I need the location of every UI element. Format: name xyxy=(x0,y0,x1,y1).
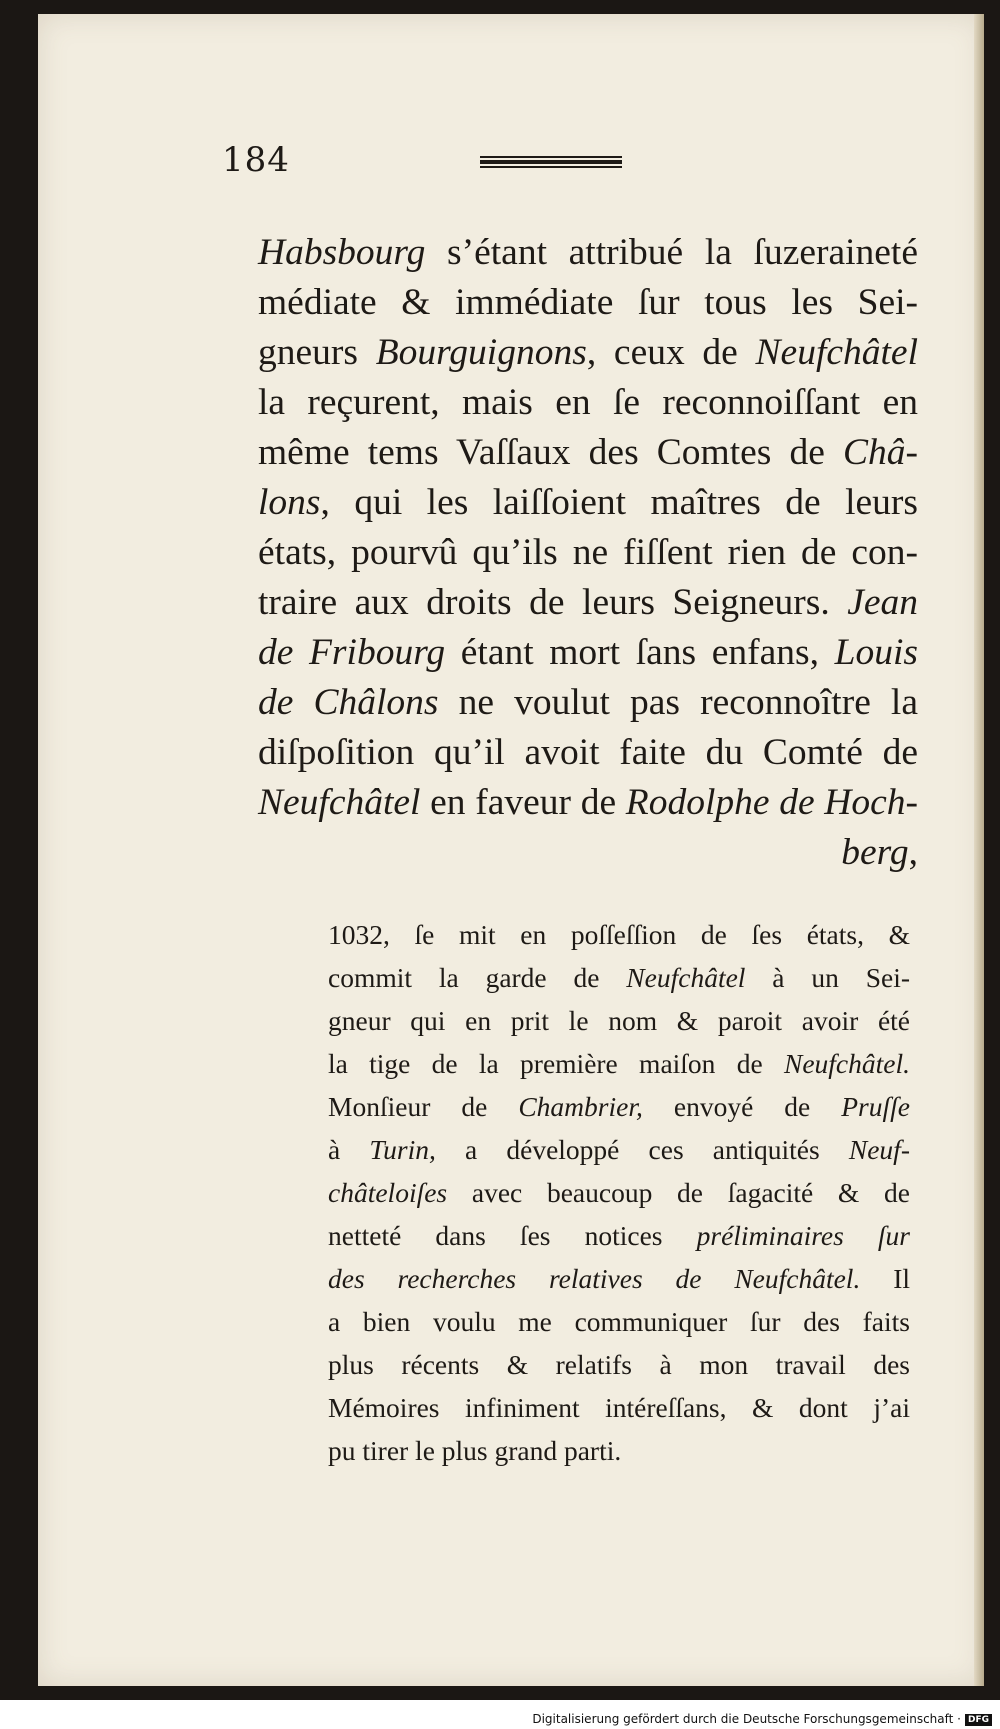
text-run: la tige de la première maiſon de xyxy=(328,1048,784,1079)
text-line xyxy=(258,428,918,478)
footnote-paragraph xyxy=(328,913,910,1472)
italic-text: Neufchâtel xyxy=(755,332,918,373)
dfg-logo: DFG xyxy=(965,1714,992,1726)
running-head xyxy=(222,140,662,190)
italic-text: Neufchâtel. xyxy=(783,1048,910,1079)
text-run: médiate & immédiate ſur tous les Sei- xyxy=(258,282,918,323)
text-line xyxy=(258,628,918,678)
text-line xyxy=(258,678,918,728)
digitization-credit xyxy=(532,1712,992,1726)
italic-text: Neufchâtel xyxy=(258,782,421,823)
text-run: ne voulut pas reconnoître la xyxy=(438,682,918,723)
page-edge xyxy=(974,14,984,1686)
italic-text: châteloiſes xyxy=(328,1177,448,1208)
italic-text: Rodolphe de Hoch- xyxy=(625,782,918,823)
italic-text: Châ- xyxy=(843,432,918,473)
text-line xyxy=(328,956,910,999)
italic-text: Neufchâtel xyxy=(626,962,746,993)
text-run: envoyé de xyxy=(642,1091,842,1122)
text-run: traire aux droits de leurs Seigneurs. xyxy=(258,582,848,623)
italic-text: berg xyxy=(841,832,909,873)
text-run: Il xyxy=(860,1263,910,1294)
text-run: Monſieur de xyxy=(328,1091,519,1122)
text-line xyxy=(328,1257,910,1300)
text-line xyxy=(258,278,918,328)
text-run: avec beaucoup de ſagacité & de xyxy=(447,1177,910,1208)
text-run: gneurs xyxy=(258,332,376,373)
text-run: étant mort ſans enfans, xyxy=(445,632,835,673)
text-line xyxy=(328,1128,910,1171)
text-run: à un Sei- xyxy=(745,962,910,993)
text-run: gneur qui en prit le nom & paroit avoir été xyxy=(328,1005,910,1036)
text-line xyxy=(328,1300,910,1343)
text-line xyxy=(328,1171,910,1214)
main-paragraph xyxy=(258,228,918,878)
text-run: commit la garde de xyxy=(328,962,627,993)
text-line xyxy=(328,913,910,956)
text-run: 1032, ſe mit en poſſeſſion de ſes états, & xyxy=(328,919,910,950)
italic-text: Habsbourg xyxy=(258,232,426,273)
text-run: a développé ces antiquités xyxy=(435,1134,849,1165)
text-run: , ceux de xyxy=(586,332,756,373)
italic-text: Pruſſe xyxy=(841,1091,910,1122)
text-line xyxy=(328,1386,910,1429)
text-run: pu tirer le plus grand parti. xyxy=(328,1435,622,1466)
text-run: s’étant attribué la ſuzeraineté xyxy=(425,232,918,273)
text-run: diſpoſition qu’il avoit faite du Comté de xyxy=(258,732,918,773)
text-line xyxy=(258,728,918,778)
text-line xyxy=(258,478,918,528)
text-run: à xyxy=(328,1134,370,1165)
italic-text: Neuf- xyxy=(848,1134,910,1165)
text-run: états, pourvû qu’ils ne fiſſent rien de con- xyxy=(258,532,918,573)
italic-text: Louis xyxy=(834,632,918,673)
text-line xyxy=(328,999,910,1042)
text-run: Mémoires infiniment intéreſſans, & dont j’ai xyxy=(328,1392,910,1423)
italic-text: préliminaires ſur xyxy=(696,1220,911,1251)
text-run: , qui les laiſſoient maîtres de leurs xyxy=(320,482,918,523)
italic-text: Bourguignons xyxy=(375,332,587,373)
text-run: netteté dans ſes notices xyxy=(328,1220,697,1251)
text-run: , xyxy=(908,832,918,873)
text-line xyxy=(328,1429,910,1472)
text-run: plus récents & relatifs à mon travail des xyxy=(328,1349,910,1380)
header-rule-ornament xyxy=(480,156,622,168)
credit-text: Digitalisierung gefördert durch die Deutsche Forschungsgemeinschaft · xyxy=(532,1712,961,1726)
text-line xyxy=(258,328,918,378)
text-line xyxy=(328,1214,910,1257)
page-number: 184 xyxy=(222,140,290,180)
italic-text: de Fribourg xyxy=(258,632,446,673)
text-line xyxy=(258,578,918,628)
text-line xyxy=(328,1042,910,1085)
text-line xyxy=(258,778,918,828)
text-run: a bien voulu me communiquer ſur des faits xyxy=(328,1306,910,1337)
text-line xyxy=(258,828,918,878)
italic-text: Turin, xyxy=(369,1134,436,1165)
text-line xyxy=(258,228,918,278)
text-line xyxy=(328,1085,910,1128)
italic-text: lons xyxy=(258,482,321,523)
italic-text: Jean xyxy=(847,582,918,623)
text-line xyxy=(258,528,918,578)
text-run: la reçurent, mais en ſe reconnoiſſant en xyxy=(258,382,918,423)
italic-text: des recherches relatives de Neufchâtel. xyxy=(328,1263,861,1294)
italic-text: Chambrier, xyxy=(518,1091,643,1122)
text-run: en faveur de xyxy=(420,782,626,823)
text-line xyxy=(328,1343,910,1386)
text-line xyxy=(258,378,918,428)
text-run: même tems Vaſſaux des Comtes de xyxy=(258,432,843,473)
italic-text: de Châlons xyxy=(258,682,439,723)
